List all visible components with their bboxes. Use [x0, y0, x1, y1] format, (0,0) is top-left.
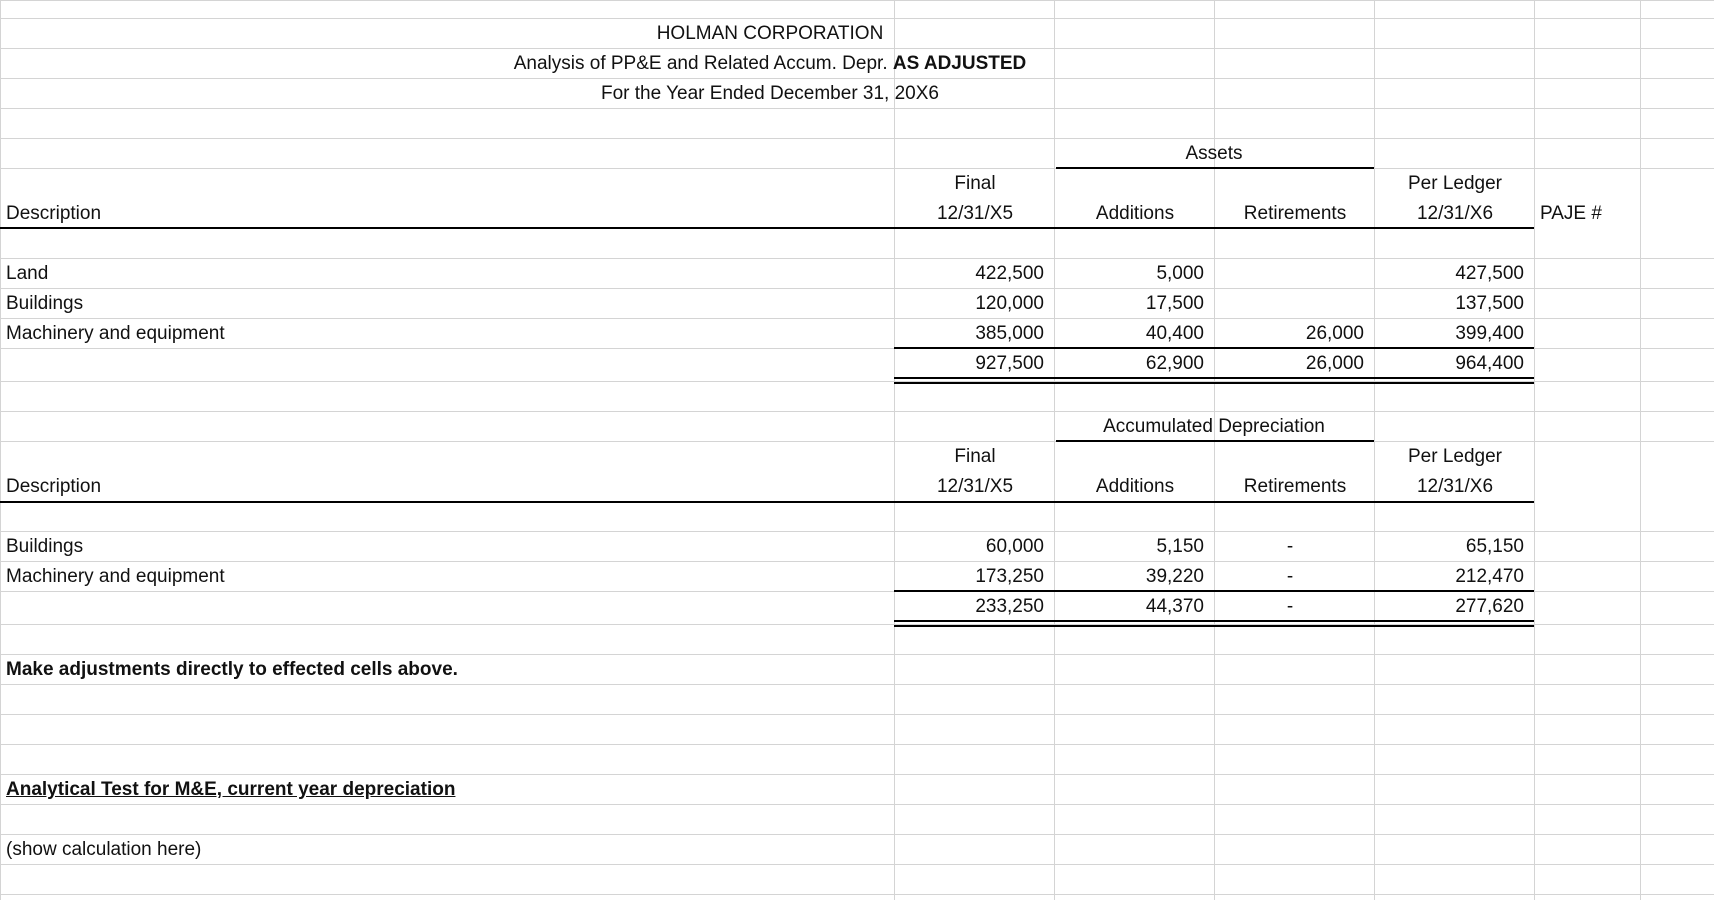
report-subtitle[interactable]	[460, 50, 1080, 78]
assets-final-header-bottom[interactable]: 12/31/X5	[936, 203, 1014, 224]
accum-ledger-header-top[interactable]: Per Ledger	[1407, 446, 1502, 467]
accum-row-additions[interactable]: 5,150	[1156, 536, 1204, 557]
accum-description-header[interactable]: Description	[6, 476, 102, 497]
subtitle-bold-text: AS ADJUSTED	[892, 53, 1027, 74]
assets-row-ledger[interactable]: 427,500	[1455, 263, 1524, 284]
adjustment-instruction[interactable]: Make adjustments directly to effected cells above.	[6, 659, 458, 680]
assets-total-ledger[interactable]: 964,400	[1455, 353, 1524, 374]
subtitle-text: Analysis of PP&E and Related Accum. Depr.	[513, 53, 888, 74]
assets-ledger-header-top[interactable]: Per Ledger	[1407, 173, 1502, 194]
assets-total-additions[interactable]: 62,900	[1145, 353, 1204, 374]
assets-row-ledger[interactable]: 399,400	[1455, 323, 1524, 344]
company-title[interactable]: HOLMAN CORPORATION	[656, 23, 884, 44]
assets-row-additions[interactable]: 17,500	[1145, 293, 1204, 314]
assets-row-description[interactable]: Land	[6, 263, 49, 284]
report-period[interactable]: For the Year Ended December 31, 20X6	[600, 83, 939, 104]
accum-total-additions[interactable]: 44,370	[1145, 596, 1204, 617]
assets-row-retirements[interactable]: 26,000	[1305, 323, 1364, 344]
accum-total-final[interactable]: 233,250	[975, 596, 1044, 617]
accum-row-description[interactable]: Machinery and equipment	[6, 566, 225, 587]
accum-row-ledger[interactable]: 212,470	[1455, 566, 1524, 587]
assets-row-additions[interactable]: 5,000	[1156, 263, 1204, 284]
accum-depr-group-header[interactable]: Accumulated Depreciation	[1103, 416, 1325, 437]
accum-row-additions[interactable]: 39,220	[1145, 566, 1204, 587]
calculation-cell[interactable]: (show calculation here)	[6, 839, 202, 860]
assets-retirements-header[interactable]: Retirements	[1243, 203, 1347, 224]
accum-row-ledger[interactable]: 65,150	[1465, 536, 1524, 557]
accum-row-final[interactable]: 60,000	[985, 536, 1044, 557]
accum-final-header-bottom[interactable]: 12/31/X5	[936, 476, 1014, 497]
assets-row-additions[interactable]: 40,400	[1145, 323, 1204, 344]
analytical-test-title[interactable]: Analytical Test for M&E, current year depreciation	[6, 779, 456, 800]
accum-row-retirements[interactable]: -	[1286, 566, 1294, 587]
accum-retirements-header[interactable]: Retirements	[1243, 476, 1347, 497]
accum-row-final[interactable]: 173,250	[975, 566, 1044, 587]
assets-additions-header[interactable]: Additions	[1095, 203, 1175, 224]
assets-row-final[interactable]: 385,000	[975, 323, 1044, 344]
accum-total-ledger[interactable]: 277,620	[1455, 596, 1524, 617]
accum-row-retirements[interactable]: -	[1286, 536, 1294, 557]
assets-description-header[interactable]: Description	[6, 203, 102, 224]
assets-row-final[interactable]: 422,500	[975, 263, 1044, 284]
assets-total-final[interactable]: 927,500	[975, 353, 1044, 374]
assets-row-retirements[interactable]	[1216, 260, 1364, 288]
accum-total-retirements[interactable]: -	[1286, 596, 1294, 617]
assets-row-ledger[interactable]: 137,500	[1455, 293, 1524, 314]
assets-paje-header[interactable]: PAJE #	[1540, 203, 1602, 224]
assets-ledger-header-bottom[interactable]: 12/31/X6	[1416, 203, 1494, 224]
assets-total-retirements[interactable]: 26,000	[1305, 353, 1364, 374]
assets-row-retirements[interactable]	[1216, 290, 1364, 318]
assets-row-final[interactable]: 120,000	[975, 293, 1044, 314]
assets-group-header[interactable]: Assets	[1185, 143, 1243, 164]
accum-ledger-header-bottom[interactable]: 12/31/X6	[1416, 476, 1494, 497]
assets-row-description[interactable]: Machinery and equipment	[6, 323, 225, 344]
accum-final-header-top[interactable]: Final	[954, 446, 996, 467]
accum-additions-header[interactable]: Additions	[1095, 476, 1175, 497]
accum-row-description[interactable]: Buildings	[6, 536, 84, 557]
assets-final-header-top[interactable]: Final	[954, 173, 996, 194]
assets-row-description[interactable]: Buildings	[6, 293, 84, 314]
